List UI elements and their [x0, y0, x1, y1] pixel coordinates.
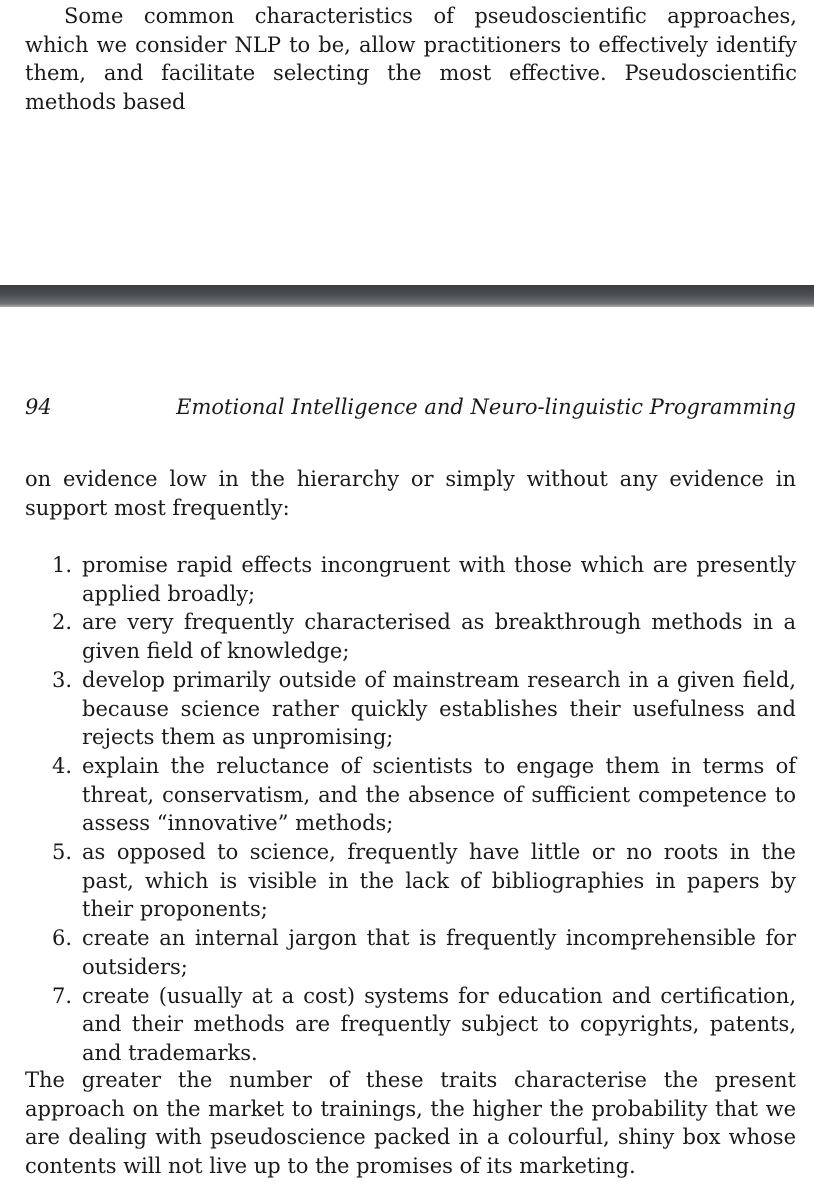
list-item-number: 1. — [52, 553, 73, 577]
list-item — [25, 838, 796, 924]
list-item-text: promise rapid effects incongruent with those which are presently applied broadly; — [82, 553, 796, 606]
paragraph-continuation: on evidence low in the hierarchy or simply without any evidence in support most frequently: — [25, 467, 796, 520]
list-item-text: create an internal jargon that is frequently incomprehensible for outsiders; — [82, 926, 796, 979]
pseudoscience-traits-list — [25, 551, 796, 1068]
list-item-text: explain the reluctance of scientists to engage them in terms of threat, conservatism, and the absence of sufficient competence to assess “innovative” methods; — [82, 753, 796, 836]
list-item — [25, 608, 796, 665]
list-item-number: 2. — [52, 610, 73, 635]
list-item — [25, 666, 796, 752]
list-item — [25, 924, 796, 981]
paragraph-characteristics: Some common characteristics of pseudoscientific approaches, which we consider NLP to be, allow practitioners to effectively identify them, and facilitate selecting the most effective. Pseudoscientific methods based — [25, 4, 797, 114]
list-item — [25, 551, 796, 608]
page-divider — [0, 285, 814, 307]
list-item-text: as opposed to science, frequently have little or no roots in the past, which is visible in the lack of bibliographies in papers by their proponents; — [82, 840, 796, 922]
list-item-number: 7. — [52, 983, 73, 1008]
page-number: 94 — [25, 395, 52, 419]
list-item-text: develop primarily outside of mainstream research in a given field, because science rather quickly establishes their usefulness and rejects them as unpromising; — [82, 667, 796, 750]
paragraph-conclusion: The greater the number of these traits characterise the present approach on the market to trainings, the higher the probability that we are dealing with pseudoscience packed in a colourful, shiny box whose contents will not live up to the promises of its marketing. — [25, 1068, 796, 1179]
running-header — [25, 392, 796, 422]
list-item-number: 6. — [52, 926, 73, 951]
running-title: Emotional Intelligence and Neuro-linguistic Programming — [176, 395, 796, 419]
list-item — [25, 752, 796, 838]
list-item-number: 4. — [52, 753, 73, 778]
list-item-text: create (usually at a cost) systems for education and certification, and their methods are frequently subject to copyrights, patents, and trademarks. — [82, 983, 796, 1065]
list-item-number: 5. — [52, 840, 73, 865]
previous-page-fragment — [0, 0, 814, 285]
list-item-number: 3. — [52, 667, 73, 692]
list-item-text: are very frequently characterised as breakthrough methods in a given field of knowledge; — [82, 610, 796, 664]
list-item — [25, 982, 796, 1068]
